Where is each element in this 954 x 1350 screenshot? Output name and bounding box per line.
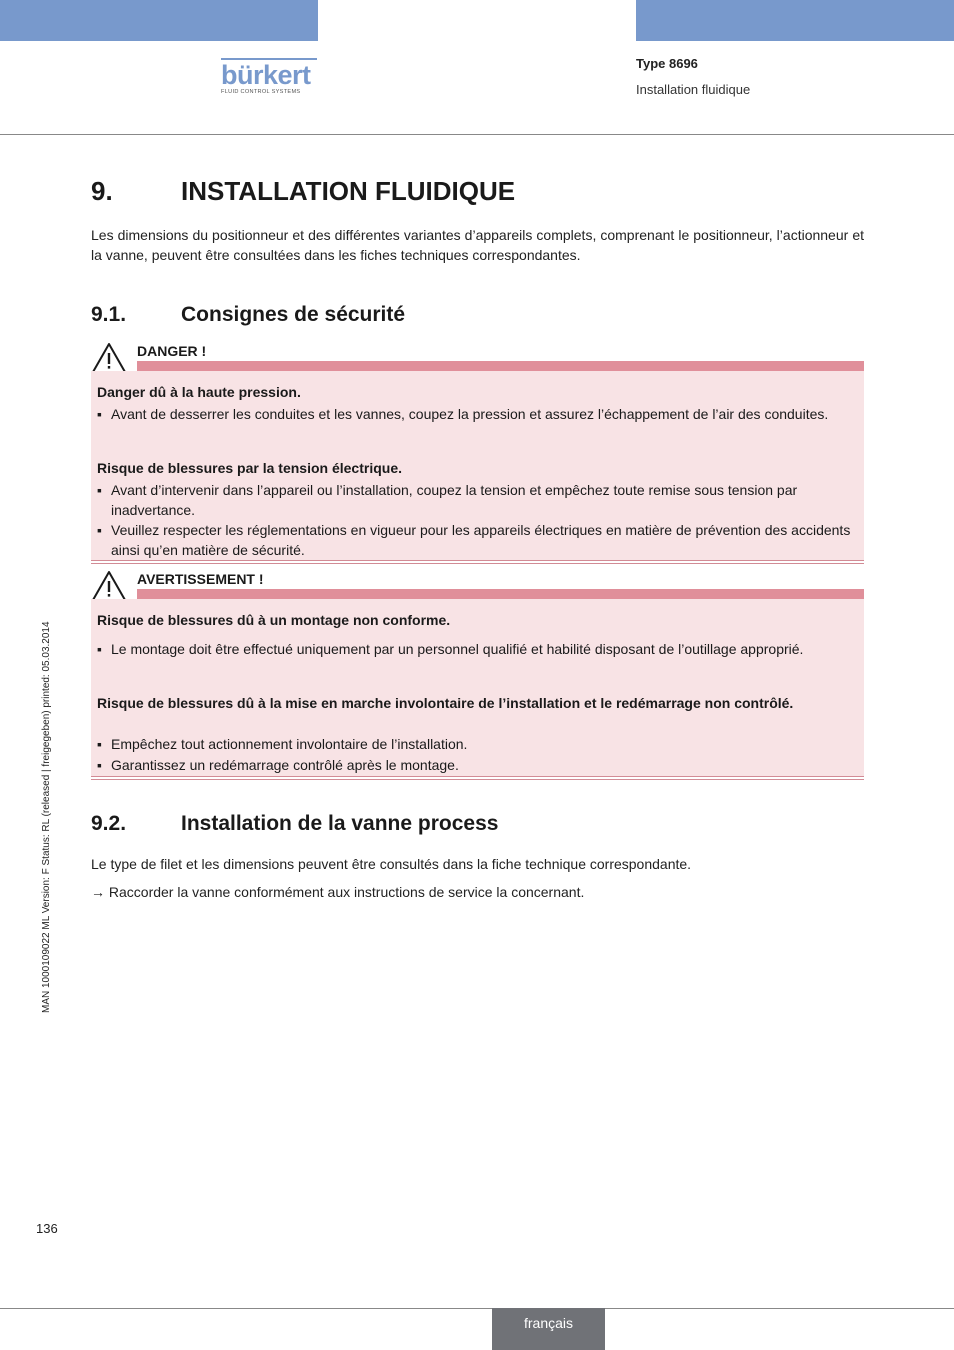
valve-paragraph: Le type de filet et les dimensions peuvent être consultés dans la fiche technique correspondante. — [91, 856, 692, 872]
subsection-number: 9.1. — [91, 303, 127, 326]
danger-bottom-rule — [91, 560, 864, 561]
bullet: ▪ — [97, 406, 102, 422]
danger-notice — [91, 342, 864, 564]
danger-item-regulations: ▪ Veuillez respecter les réglementations en vigueur pour les appareils électriques en matière de prévention des accidents ainsi qu’en matière de sécurité. — [97, 522, 851, 558]
warning-title: AVERTISSEMENT ! — [137, 571, 264, 587]
doc-type: Type 8696 — [636, 56, 698, 71]
bullet: ▪ — [97, 522, 102, 538]
side-revision-note: MAN 1000109022 ML Version: F Status: RL (released | freigegeben) printed: 05.03.2014 — [41, 621, 52, 1013]
language-tab: français — [492, 1308, 605, 1350]
warning-lead-restart: Risque de blessures dû à la mise en marche involontaire de l’installation et le redémarrage non contrôlé. — [97, 695, 794, 711]
warning-notice — [91, 570, 864, 780]
danger-bottom-rule-2 — [91, 563, 864, 564]
bullet: ▪ — [97, 757, 102, 773]
bullet: ▪ — [97, 641, 102, 657]
subsection-number: 9.2. — [91, 812, 127, 835]
section-intro: Les dimensions du positionneur et des différentes variantes d’appareils complets, comprenant le positionneur, l’actionneur et la vanne, peuvent être consultées dans les fiches techniques correspondantes. — [91, 227, 864, 263]
page-number: 136 — [36, 1221, 58, 1236]
bullet: ▪ — [97, 736, 102, 752]
valve-action: → Raccorder la vanne conformément aux instructions de service la concernant. — [91, 884, 585, 900]
subsection-heading-safety — [91, 303, 405, 327]
danger-lead-pressure: Danger dû à la haute pression. — [97, 384, 301, 400]
subsection-title: Consignes de sécurité — [181, 303, 406, 326]
section-number: 9. — [91, 176, 113, 206]
warning-bottom-rule-2 — [91, 779, 864, 780]
header-rule — [0, 134, 954, 135]
danger-bar — [137, 361, 864, 371]
warning-lead-mounting: Risque de blessures dû à un montage non conforme. — [97, 612, 451, 628]
header-band-left — [0, 0, 318, 41]
warning-triangle-icon — [91, 342, 127, 374]
danger-item-voltage: ▪ Avant d’intervenir dans l’appareil ou l’installation, coupez la tension et empêchez toute remise sous tension par inadvertance. — [97, 482, 798, 518]
warning-item-actuation: ▪ Empêchez tout actionnement involontaire de l’installation. — [97, 736, 468, 752]
danger-lead-voltage: Risque de blessures par la tension électrique. — [97, 460, 402, 476]
warning-item-mounting: ▪ Le montage doit être effectué uniquement par un personnel qualifié et habilité disposant de l’outillage approprié. — [97, 641, 804, 657]
subsection-title: Installation de la vanne process — [181, 812, 499, 835]
doc-section: Installation fluidique — [636, 82, 751, 97]
danger-item-pressure: ▪ Avant de desserrer les conduites et les vannes, coupez la pression et assurez l’échappement de l’air des conduites. — [97, 406, 829, 422]
warning-item-restart: ▪ Garantissez un redémarrage contrôlé après le montage. — [97, 757, 459, 773]
section-title: INSTALLATION FLUIDIQUE — [181, 176, 516, 206]
bullet: ▪ — [97, 482, 102, 498]
logo-wordmark: bürkert — [221, 60, 311, 90]
section-heading — [91, 176, 515, 207]
subsection-heading-valve — [91, 812, 498, 836]
warning-bar — [137, 589, 864, 599]
warning-triangle-icon — [91, 570, 127, 602]
warning-bottom-rule — [91, 776, 864, 777]
header-band-right — [636, 0, 954, 41]
footer-rule — [0, 1308, 954, 1309]
logo-tagline: FLUID CONTROL SYSTEMS — [221, 89, 301, 95]
danger-title: DANGER ! — [137, 343, 207, 359]
